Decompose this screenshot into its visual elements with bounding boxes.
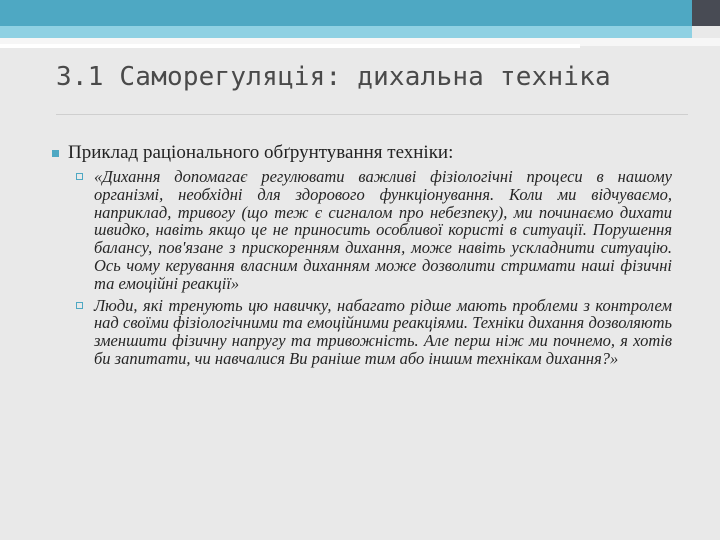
slide-title: 3.1 Саморегуляція: дихальна техніка [56,62,611,92]
header-accent-bar [0,0,692,26]
square-bullet-icon [52,150,59,157]
hollow-square-bullet-icon [76,173,83,180]
sub-bullet-item [52,297,682,368]
sub-bullet-text: Люди, які тренують цю навичку, набагато рідше мають проблеми з контролем над своїми фізіологічними та емоційними реакціями. Техніки дихання дозволяють зменшити фізичну напругу та тривожність. Але перш ніж ми почнемо, я хотів би запитати, чи навчалися Ви раніше тим або іншим технікам дихання?» [94,295,672,368]
bullet-level1 [52,142,682,164]
header-dark-block [692,0,720,26]
header-white-line [0,44,580,48]
header-light-bar [0,26,692,38]
sub-bullet-text: «Дихання допомагає регулювати важливі фізіологічні процеси в нашому організмі, необхідні для здорового функціонування. Коли ми відчуваємо, наприклад, тривогу (що теж є сигналом про небезпеку), ми починаємо дихати швидко, навіть якщо це не приносить особливої користі в ситуації. Порушення балансу, пов'язане з прискоренням дихання, може навіть ускладнити ситуацію. Ось чому керування власним диханням може дозволити стримати наші фізичні та емоційні реакції» [94,167,672,293]
slide-content [52,142,682,372]
sub-bullet-item [52,168,682,293]
title-divider [56,114,688,115]
bullet-level1-text: Приклад раціонального обґрунтування техніки: [68,142,454,163]
sub-bullet-list [52,168,682,368]
header-band [0,0,720,26]
hollow-square-bullet-icon [76,302,83,309]
